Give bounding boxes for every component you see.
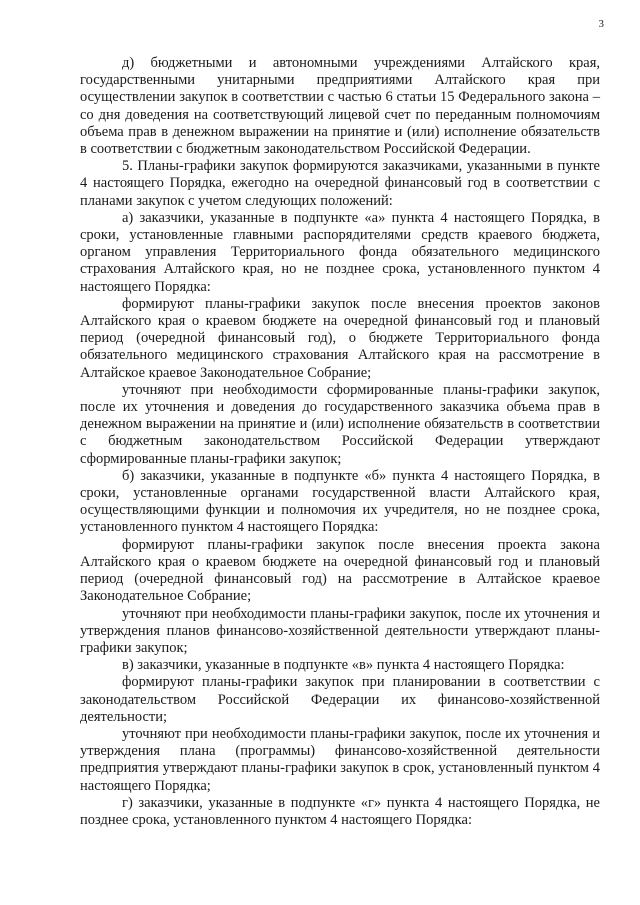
paragraph-a-form: формируют планы-графики закупок после внесения проектов законов Алтайского края о краевом бюджете на очередной финансовый год и плановый период (очередной финансовый год), о бюджете Территориального фонда обязательного медицинского страхования Алтайского края на рассмотрение в Алтайское краевое Законодательное Собрание;	[80, 295, 600, 381]
paragraph-b-form: формируют планы-графики закупок после внесения проекта закона Алтайского края о краевом бюджете на очередной финансовый год и плановый период (очередной финансовый год) на рассмотрение в Алтайское краевое Законодательное Собрание;	[80, 536, 600, 605]
paragraph-v-clarify: уточняют при необходимости планы-графики закупок, после их уточнения и утверждения плана (программы) финансово-хозяйственной деятельности предприятия утверждают планы-графики закупок в срок, установленный пунктом 4 настоящего Порядка;	[80, 725, 600, 794]
paragraph-v-customers: в) заказчики, указанные в подпункте «в» пункта 4 настоящего Порядка:	[122, 657, 565, 674]
paragraph-v-form: формируют планы-графики закупок при планировании в соответствии с законодательством Российской Федерации их финансово-хозяйственной деятельности;	[80, 674, 600, 725]
paragraph-b-customers: б) заказчики, указанные в подпункте «б» пункта 4 настоящего Порядка, в сроки, установленные органами государственной власти Алтайского края, осуществляющими функции и полномочия их учредителя, но не позднее срока, установленного пунктом 4 настоящего Порядка:	[80, 467, 600, 536]
paragraph-g-customers: г) заказчики, указанные в подпункте «г» пункта 4 настоящего Порядка, не позднее срока, установленного пунктом 4 настоящего Порядка:	[80, 794, 600, 828]
paragraph-b-clarify: уточняют при необходимости планы-графики закупок, после их уточнения и утверждения планов финансово-хозяйственной деятельности утверждают планы-графики закупок;	[80, 605, 600, 656]
paragraph-a-clarify: уточняют при необходимости сформированные планы-графики закупок, после их уточнения и доведения до государственного заказчика объема прав в денежном выражении на принятие и (или) исполнение обязательств в соответствии с бюджетным законодательством Российской Федерации утверждают сформированные планы-графики закупок;	[80, 381, 600, 467]
page-number: 3	[598, 18, 604, 30]
paragraph-5-schedules: 5. Планы-графики закупок формируются заказчиками, указанными в пункте 4 настоящего Порядка, ежегодно на очередной финансовый год в соответствии с планами закупок с учетом следующих положений:	[80, 158, 600, 209]
document-body	[80, 55, 600, 829]
paragraph-d-budget-institutions: д) бюджетными и автономными учреждениями Алтайского края, государственными унитарными предприятиями Алтайского края при осуществлении закупок в соответствии с частью 6 статьи 15 Федерального закона – со дня доведения на соответствующий лицевой счет по переданным полномочиям объема прав в денежном выражении на принятие и (или) исполнение обязательств в соответствии с бюджетным законодательством Российской Федерации.	[80, 55, 600, 158]
paragraph-a-customers: а) заказчики, указанные в подпункте «а» пункта 4 настоящего Порядка, в сроки, установленные главными распорядителями средств краевого бюджета, органом управления Территориального фонда обязательного медицинского страхования Алтайского края, но не позднее срока, установленного пунктом 4 настоящего Порядка:	[80, 209, 600, 295]
